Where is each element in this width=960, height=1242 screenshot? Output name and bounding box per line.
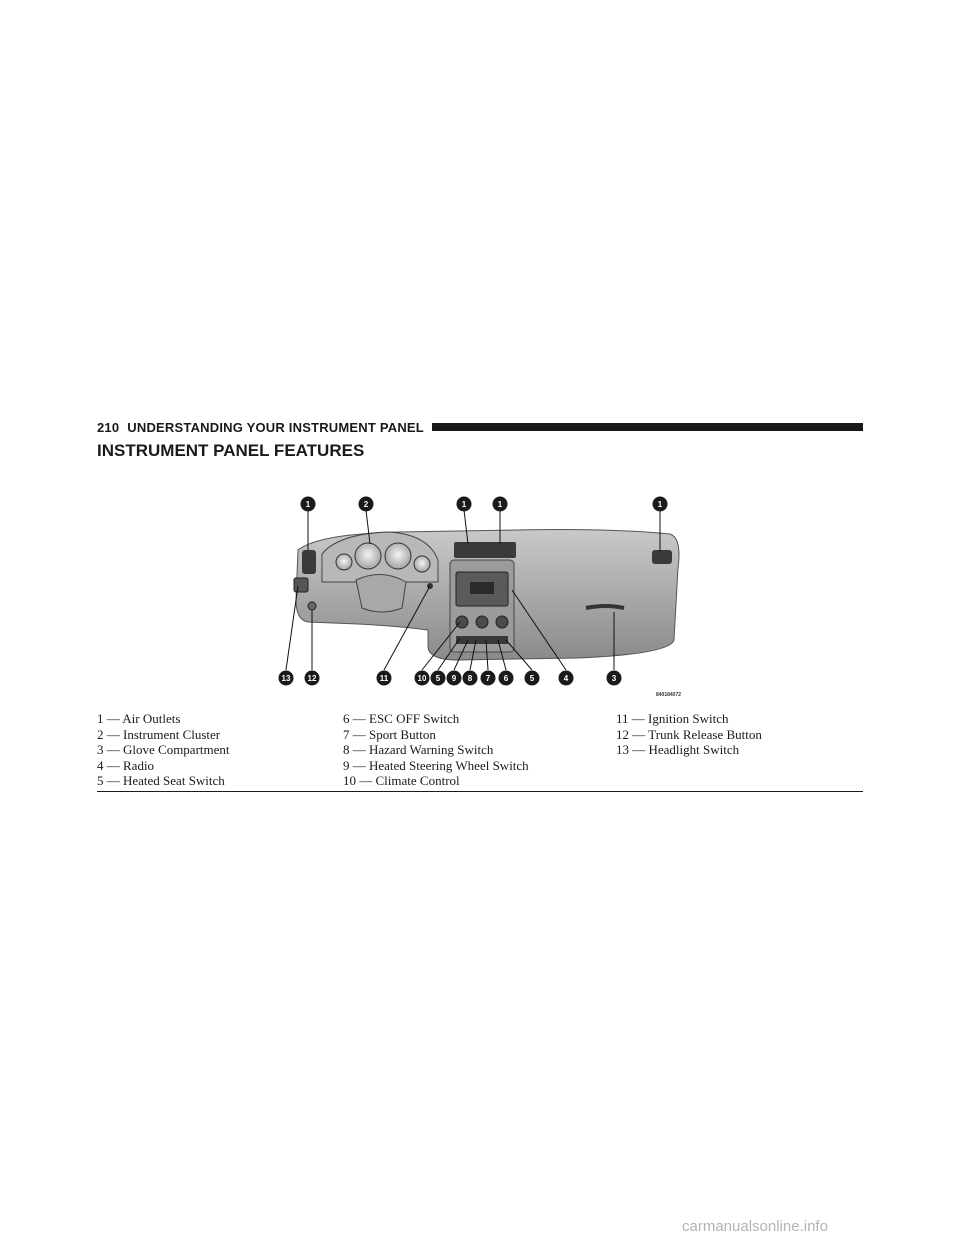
- callout-label: 1: [497, 500, 503, 509]
- legend-item: 13 — Headlight Switch: [616, 742, 740, 757]
- glove-compartment-handle: [586, 606, 624, 608]
- callout-label: 1: [657, 500, 663, 509]
- callout-label: 9: [451, 674, 457, 683]
- legend-item: 11 — Ignition Switch: [616, 711, 729, 726]
- figure-legend: [97, 711, 863, 789]
- trunk-release-button: [308, 602, 316, 610]
- climate-knob-center: [476, 616, 488, 628]
- legend-divider: [97, 791, 863, 792]
- callout-label: 5: [435, 674, 441, 683]
- callout-label: 7: [485, 674, 491, 683]
- callout-label: 1: [461, 500, 467, 509]
- running-head-title: UNDERSTANDING YOUR INSTRUMENT PANEL: [127, 419, 424, 435]
- gauge-right: [414, 556, 430, 572]
- running-header: [97, 418, 863, 436]
- callout-label: 6: [503, 674, 509, 683]
- climate-knob-left: [456, 616, 468, 628]
- callout-label: 1: [305, 500, 311, 509]
- legend-column-2: [343, 711, 616, 789]
- legend-item: 2 — Instrument Cluster: [97, 726, 221, 742]
- legend-column-1: [97, 711, 343, 789]
- legend-item: 8 — Hazard Warning Switch: [343, 742, 494, 757]
- right-air-outlet: [652, 550, 672, 564]
- callout-label: 2: [363, 500, 369, 509]
- callout-label: 3: [611, 674, 617, 683]
- legend-item: 10 — Climate Control: [343, 773, 460, 788]
- gauge-tach: [385, 543, 411, 569]
- climate-knob-right: [496, 616, 508, 628]
- section-title: INSTRUMENT PANEL FEATURES: [97, 441, 365, 460]
- callout-label: 5: [529, 674, 535, 683]
- callout-label: 12: [307, 674, 317, 683]
- headlight-switch: [294, 578, 308, 592]
- left-air-outlet: [302, 550, 316, 574]
- legend-item: 5 — Heated Seat Switch: [97, 773, 225, 788]
- switch-row: [456, 636, 508, 644]
- legend-item: 1 — Air Outlets: [97, 711, 181, 726]
- legend-item: 6 — ESC OFF Switch: [343, 711, 460, 726]
- radio-display: [470, 582, 494, 594]
- legend-item: 12 — Trunk Release Button: [616, 726, 762, 742]
- legend-column-3: [616, 711, 863, 789]
- instrument-panel-illustration: [278, 490, 698, 700]
- header-bar: [432, 423, 863, 431]
- gauge-left: [336, 554, 352, 570]
- figure-code: 840184072: [656, 692, 682, 698]
- legend-item: 4 — Radio: [97, 757, 155, 773]
- instrument-panel-figure: [278, 490, 698, 700]
- callout-label: 10: [417, 674, 427, 683]
- callout-label: 4: [563, 674, 569, 683]
- page-number: 210: [97, 419, 120, 435]
- watermark: carmanualsonline.info: [682, 1218, 828, 1235]
- callout-label: 8: [467, 674, 473, 683]
- legend-item: 3 — Glove Compartment: [97, 742, 230, 757]
- gauge-speedo: [355, 543, 381, 569]
- legend-item: 9 — Heated Steering Wheel Switch: [343, 757, 529, 773]
- legend-item: 7 — Sport Button: [343, 726, 436, 742]
- center-air-outlets: [454, 542, 516, 558]
- callout-label: 11: [379, 674, 389, 683]
- callout-label: 13: [281, 674, 291, 683]
- steering-column: [356, 574, 406, 612]
